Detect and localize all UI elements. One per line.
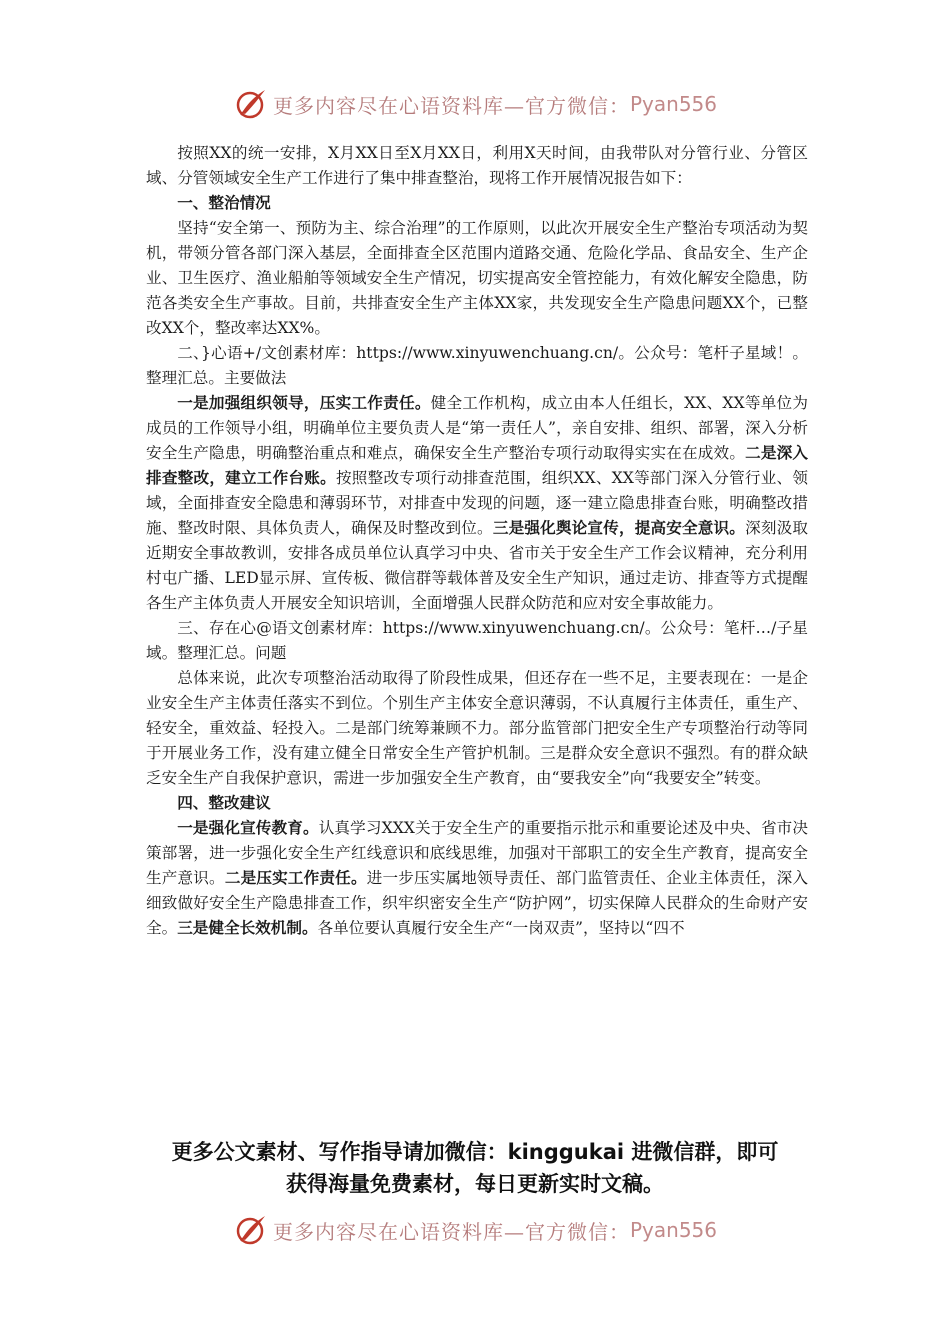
p2-text-1: 健全工作机构，成立由本人任组长，XX、XX等单位为成员的工作领导小组，明确单位主要负责人是“第一责任人”，亲自安排、组织、部署，深入分析安全生产隐患，明确整治重点和难点，确保安全生产整治专项行动取得实实在在成效。 (146, 394, 808, 462)
p4-bold-1: 一是强化宣传教育。 (177, 819, 319, 837)
paragraph-2 (146, 391, 808, 616)
p4-bold-3: 三是健全长效机制。 (177, 919, 318, 937)
quill-logo-icon (233, 1212, 269, 1248)
p4-text-2: 进一步压实属地领导责任、部门监管责任、企业主体责任，深入细致做好安全生产隐患排查工作，织牢织密安全生产“防护网”，切实保障人民群众的生命财产安全。 (146, 869, 808, 937)
promo-line-1: 更多公文素材、写作指导请加微信：kinggukai 进微信群，即可 (171, 1140, 779, 1164)
footer-banner (0, 1210, 950, 1250)
p4-text-1: 认真学习XXX关于安全生产的重要指示批示和重要论述及中央、省市决策部署，进一步强化安全生产红线意识和底线思维，加强对干部职工的安全生产教育，提高安全生产意识。 (146, 819, 808, 887)
p2-bold-1: 一是加强组织领导，压实工作责任。 (177, 394, 431, 412)
intro-paragraph: 按照XX的统一安排，X月XX日至X月XX日，利用X天时间，由我带队对分管行业、分管区域、分管领域安全生产工作进行了集中排查整治，现将工作开展情况报告如下： (146, 144, 808, 187)
heading-4: 四、整改建议 (177, 794, 271, 812)
document-body (146, 141, 808, 941)
banner-text: 更多内容尽在心语资料库—官方微信： (272, 93, 630, 118)
p2-text-2: 按照整改专项行动排查范围，组织XX、XX等部门深入分管行业、领域，全面排查安全隐患和薄弱环节，对排查中发现的问题，逐一建立隐患排查台账，明确整改措施、整改时限、具体负责人，确保及时整改到位。 (146, 469, 808, 537)
p4-bold-2: 二是压实工作责任。 (224, 869, 367, 887)
heading-2: 二、}心语+/文创素材库：https://www.xinyuwenchuang.cn/。公众号：笔杆子星域！。整理汇总。主要做法 (146, 344, 808, 387)
heading-1: 一、整治情况 (177, 194, 271, 212)
paragraph-4 (146, 816, 808, 941)
p4-text-3: 各单位要认真履行安全生产“一岗双责”，坚持以“四不 (317, 919, 685, 937)
promo-line-2: 获得海量免费素材，每日更新实时文稿。 (286, 1172, 664, 1196)
quill-logo-icon (233, 86, 269, 122)
header-banner (0, 84, 950, 124)
heading-3: 三、存在心@语文创素材库：https://www.xinyuwenchuang.cn/。公众号：笔杆…/子星域。整理汇总。问题 (146, 619, 808, 662)
p2-bold-2: 二是深入排查整改，建立工作台账。 (146, 444, 808, 487)
banner-wechat-id: Pyan556 (629, 92, 717, 116)
promo-text (0, 1136, 950, 1200)
paragraph-1: 坚持“安全第一、预防为主、综合治理”的工作原则，以此次开展安全生产整治专项活动为契机，带领分管各部门深入基层，全面排查全区范围内道路交通、危险化学品、食品安全、生产企业、卫生医疗、渔业船舶等领域安全生产情况，切实提高安全管控能力，有效化解安全隐患，防范各类安全生产事故。目前，共排查安全生产主体XX家，共发现安全生产隐患问题XX个，已整改XX个，整改率达XX%。 (146, 219, 808, 337)
paragraph-3: 总体来说，此次专项整治活动取得了阶段性成果，但还存在一些不足，主要表现在：一是企业安全生产主体责任落实不到位。个别生产主体安全意识薄弱，不认真履行主体责任，重生产、轻安全，重效益、轻投入。二是部门统筹兼顾不力。部分监管部门把安全生产专项整治行动等同于开展业务工作，没有建立健全日常安全生产管护机制。三是群众安全意识不强烈。有的群众缺乏安全生产自我保护意识，需进一步加强安全生产教育，由“要我安全”向“我要安全”转变。 (146, 669, 808, 787)
banner-wechat-id: Pyan556 (629, 1218, 717, 1242)
p2-bold-3: 三是强化舆论宣传，提高安全意识。 (492, 519, 746, 537)
banner-text: 更多内容尽在心语资料库—官方微信： (272, 1219, 630, 1244)
p2-text-3: 深刻汲取近期安全事故教训，安排各成员单位认真学习中央、省市关于安全生产工作会议精神，充分利用村屯广播、LED显示屏、宣传板、微信群等载体普及安全生产知识，通过走访、排查等方式提醒各生产主体负责人开展安全知识培训，全面增强人民群众防范和应对安全事故能力。 (146, 519, 808, 612)
